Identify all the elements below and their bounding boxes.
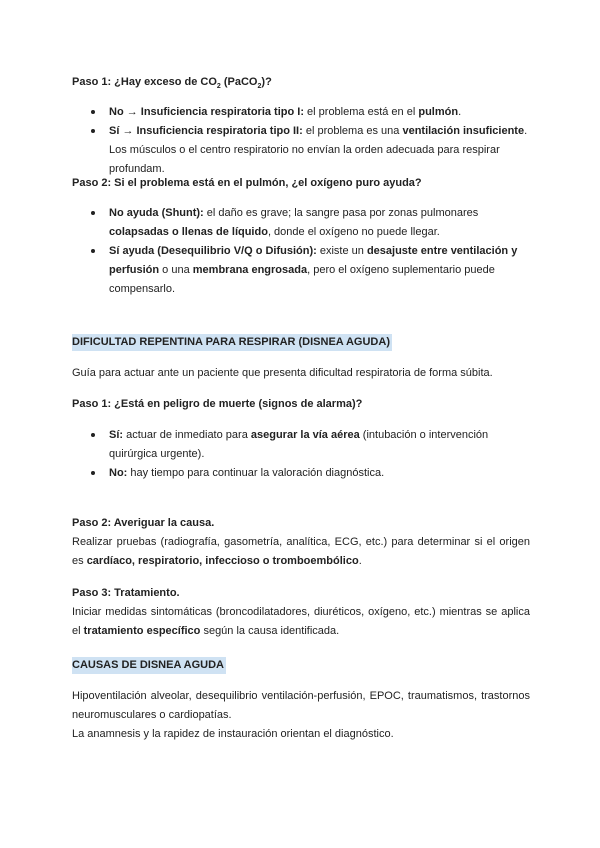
item-text2: , donde el oxígeno no puede llegar. [267, 226, 440, 238]
step2-title: Paso 2: Si el problema está en el pulmón, ¿el oxígeno puro ayuda? [72, 177, 422, 189]
item-bold: No: [109, 467, 128, 479]
paso2-end: . [358, 555, 362, 567]
list-item [72, 204, 530, 242]
item-text2: (intubación o intervención quirúrgica urgente). [109, 429, 489, 460]
paso3-end: según la causa identificada. [200, 625, 340, 637]
causas-text2: La anamnesis y la rapidez de instauración orientan el diagnóstico. [72, 728, 394, 740]
item-text: actuar de inmediato para [123, 429, 251, 441]
item-bold: No ayuda (Shunt): [109, 207, 204, 219]
paso1-title: Paso 1: ¿Está en peligro de muerte (signos de alarma)? [72, 398, 363, 410]
item-bold: No → Insuficiencia respiratoria tipo I: [109, 106, 304, 118]
paso2-text [72, 533, 530, 571]
paso3-bold: tratamiento específico [83, 625, 201, 637]
step1-title-a: Paso 1: ¿Hay exceso de CO [72, 76, 217, 88]
item-bold: Sí ayuda (Desequilibrio V/Q o Difusión): [109, 245, 317, 257]
step1-title-sub2: 2 [257, 83, 262, 91]
item-bold: Sí → Insuficiencia respiratoria tipo II: [109, 125, 303, 137]
paso1-list [72, 426, 530, 483]
step1-list [72, 103, 530, 179]
item-text3: , pero el oxígeno suplementario puede compensarlo. [109, 264, 495, 295]
item-text: el daño es grave; la sangre pasa por zonas pulmonares [203, 207, 479, 219]
item-text: existe un [316, 245, 367, 257]
list-item [72, 464, 530, 483]
paso3-title: Paso 3: Tratamiento. [72, 587, 180, 599]
section-intro: Guía para actuar ante un paciente que presenta dificultad respiratoria de forma súbita. [72, 367, 493, 379]
paso3-text-a: Iniciar medidas sintomáticas (broncodilatadores, diuréticos, oxígeno, etc.) mientras se aplica el [72, 606, 530, 637]
item-bold: Sí: [109, 429, 124, 441]
item-text: el problema está en el [303, 106, 419, 118]
step1-title-c: )? [261, 76, 272, 88]
step1-title [72, 73, 530, 96]
section-causas [72, 656, 530, 675]
section-heading: CAUSAS DE DISNEA AGUDA [72, 657, 226, 674]
step2-list [72, 204, 530, 299]
step1-title-b: (PaCO [220, 76, 258, 88]
item-text2: . Los músculos o el centro respiratorio no envían la orden adecuada para respirar profundam. [109, 125, 528, 175]
item-text2: . [458, 106, 462, 118]
paso2-bold: cardíaco, respiratorio, infeccioso o tromboembólico [86, 555, 359, 567]
item-text: hay tiempo para continuar la valoración diagnóstica. [127, 467, 385, 479]
list-item [72, 122, 530, 179]
causas-text: Hipoventilación alveolar, desequilibrio ventilación-perfusión, EPOC, traumatismos, trastornos neuromusculares o cardiopatías. [72, 690, 530, 721]
list-item [72, 426, 530, 464]
step1-title-sub: 2 [216, 83, 221, 91]
list-item [72, 242, 530, 299]
item-bold2: pulmón [418, 106, 459, 118]
item-bold3: membrana engrosada [192, 264, 308, 276]
section-heading: DIFICULTAD REPENTINA PARA RESPIRAR (DISNEA AGUDA) [72, 334, 392, 351]
list-item [72, 103, 530, 122]
paso2-text-a: Realizar pruebas (radiografía, gasometría, analítica, ECG, etc.) para determinar si el origen es [72, 536, 530, 567]
paso3-text [72, 603, 530, 641]
item-bold2: asegurar la vía aérea [250, 429, 360, 441]
item-bold2: ventilación insuficiente [402, 125, 525, 137]
item-bold2: colapsadas o llenas de líquido [109, 226, 268, 238]
item-bold2: desajuste entre ventilación y perfusión [109, 245, 518, 276]
item-text2: o una [159, 264, 193, 276]
item-text: el problema es una [302, 125, 403, 137]
paso2-title: Paso 2: Averiguar la causa. [72, 517, 215, 529]
section-disnea-aguda [72, 333, 530, 352]
